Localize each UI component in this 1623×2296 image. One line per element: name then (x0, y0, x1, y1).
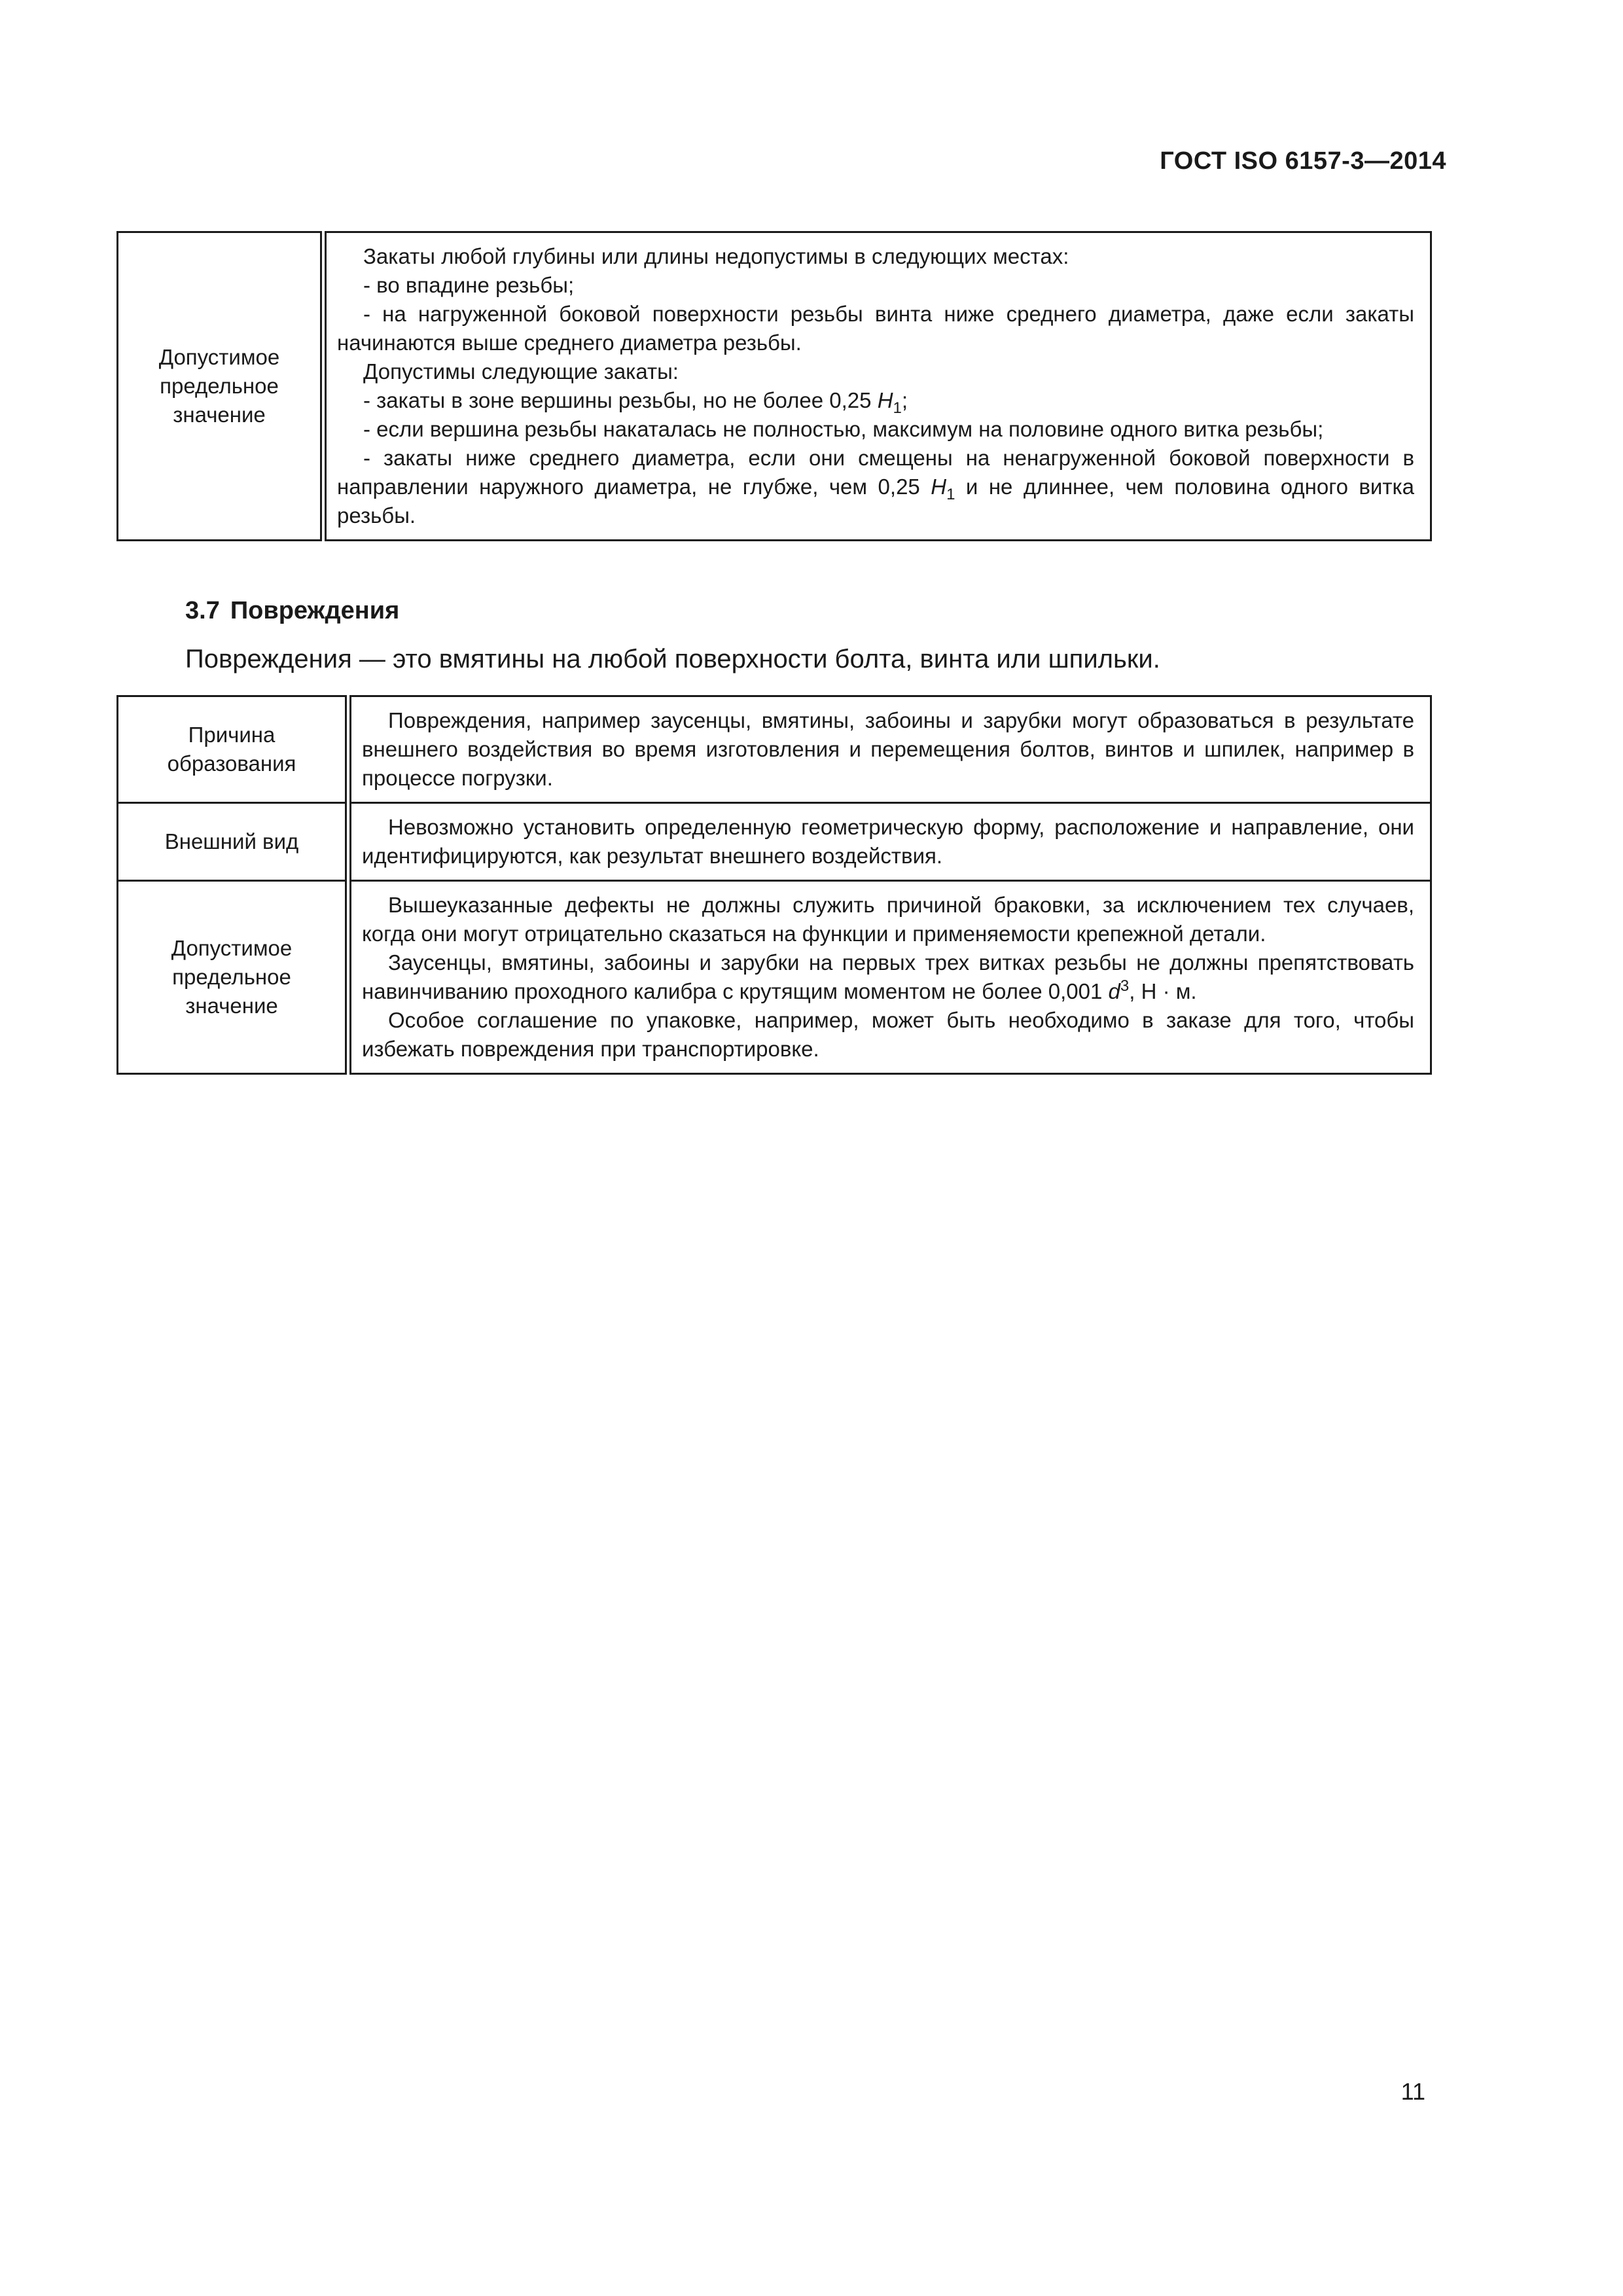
standard-code: ГОСТ ISO 6157-3—2014 (1160, 147, 1446, 175)
text-fragment: - закаты ниже среднего диаметра, если они смещены на ненагруженной боковой поверхности в направлении наружного диаметра, не глубже, чем 0,25 (337, 446, 1414, 499)
table-row (118, 803, 1431, 881)
table-row (118, 696, 1431, 803)
row-text (348, 696, 1431, 803)
paragraph: Невозможно установить определенную геометрическую форму, расположение и направление, они идентифицируются, как результат внешнего воздействия. (362, 815, 1414, 868)
paragraph (337, 386, 1414, 415)
paragraph: - если вершина резьбы накаталась не полностью, максимум на половине одного витка резьбы; (363, 417, 1324, 441)
row-text (348, 881, 1431, 1074)
paragraph: Закаты любой глубины или длины недопустимы в следующих местах: (363, 244, 1069, 268)
superscript: 3 (1120, 977, 1130, 995)
section-heading (185, 597, 399, 625)
symbol-d: d (1108, 979, 1120, 1003)
text-fragment: Заусенцы, вмятины, забоины и зарубки на первых трех витках резьбы не должны препятствовать навинчиванию проходного калибра с крутящим моментом не более 0,001 (362, 950, 1414, 1003)
text-fragment: ; (901, 388, 908, 412)
paragraph: Повреждения, например заусенцы, вмятины, забоины и зарубки могут образоваться в результате внешнего воздействия во время изготовления и перемещения болтов, винтов и шпилек, например в процессе погрузки. (362, 708, 1414, 790)
paragraph: - во впадине резьбы; (363, 273, 575, 297)
text-fragment: и не длиннее, чем половина одного витка резьбы. (337, 475, 1414, 528)
row-label: Допустимое предельное значение (118, 881, 349, 1074)
paragraph: - на нагруженной боковой поверхности резьбы винта ниже среднего диаметра, даже если закаты начинаются выше среднего диаметра резьбы. (337, 302, 1414, 355)
row-label: Внешний вид (118, 803, 349, 881)
limit-table-continued (116, 231, 1432, 541)
row-label: Причина образования (118, 696, 349, 803)
subscript: 1 (946, 486, 955, 503)
paragraph: Вышеуказанные дефекты не должны служить причиной браковки, за исключением тех случаев, когда они могут отрицательно сказаться на функции и применяемости крепежной детали. (362, 893, 1414, 946)
paragraph (337, 444, 1414, 530)
row-label: Допустимое предельное значение (118, 232, 324, 541)
section-lead: Повреждения — это вмятины на любой поверхности болта, винта или шпильки. (185, 645, 1160, 673)
text-fragment: , Н · м. (1129, 979, 1197, 1003)
page-number: 11 (1400, 2078, 1425, 2105)
row-text (323, 232, 1431, 541)
section-title: Повреждения (230, 597, 400, 624)
symbol-h: H (877, 388, 893, 412)
paragraph: Допустимы следующие закаты: (363, 359, 679, 384)
paragraph (362, 948, 1414, 1006)
paragraph: Особое соглашение по упаковке, например, может быть необходимо в заказе для того, чтобы избежать повреждения при транспортировке. (362, 1008, 1414, 1061)
text-fragment: - закаты в зоне вершины резьбы, но не более 0,25 (363, 388, 878, 412)
table-row (118, 881, 1431, 1074)
subscript: 1 (893, 399, 902, 417)
row-text (348, 803, 1431, 881)
symbol-h: H (931, 475, 947, 499)
section-number: 3.7 (185, 597, 220, 624)
damage-table (116, 695, 1432, 1075)
table-row (118, 232, 1431, 541)
